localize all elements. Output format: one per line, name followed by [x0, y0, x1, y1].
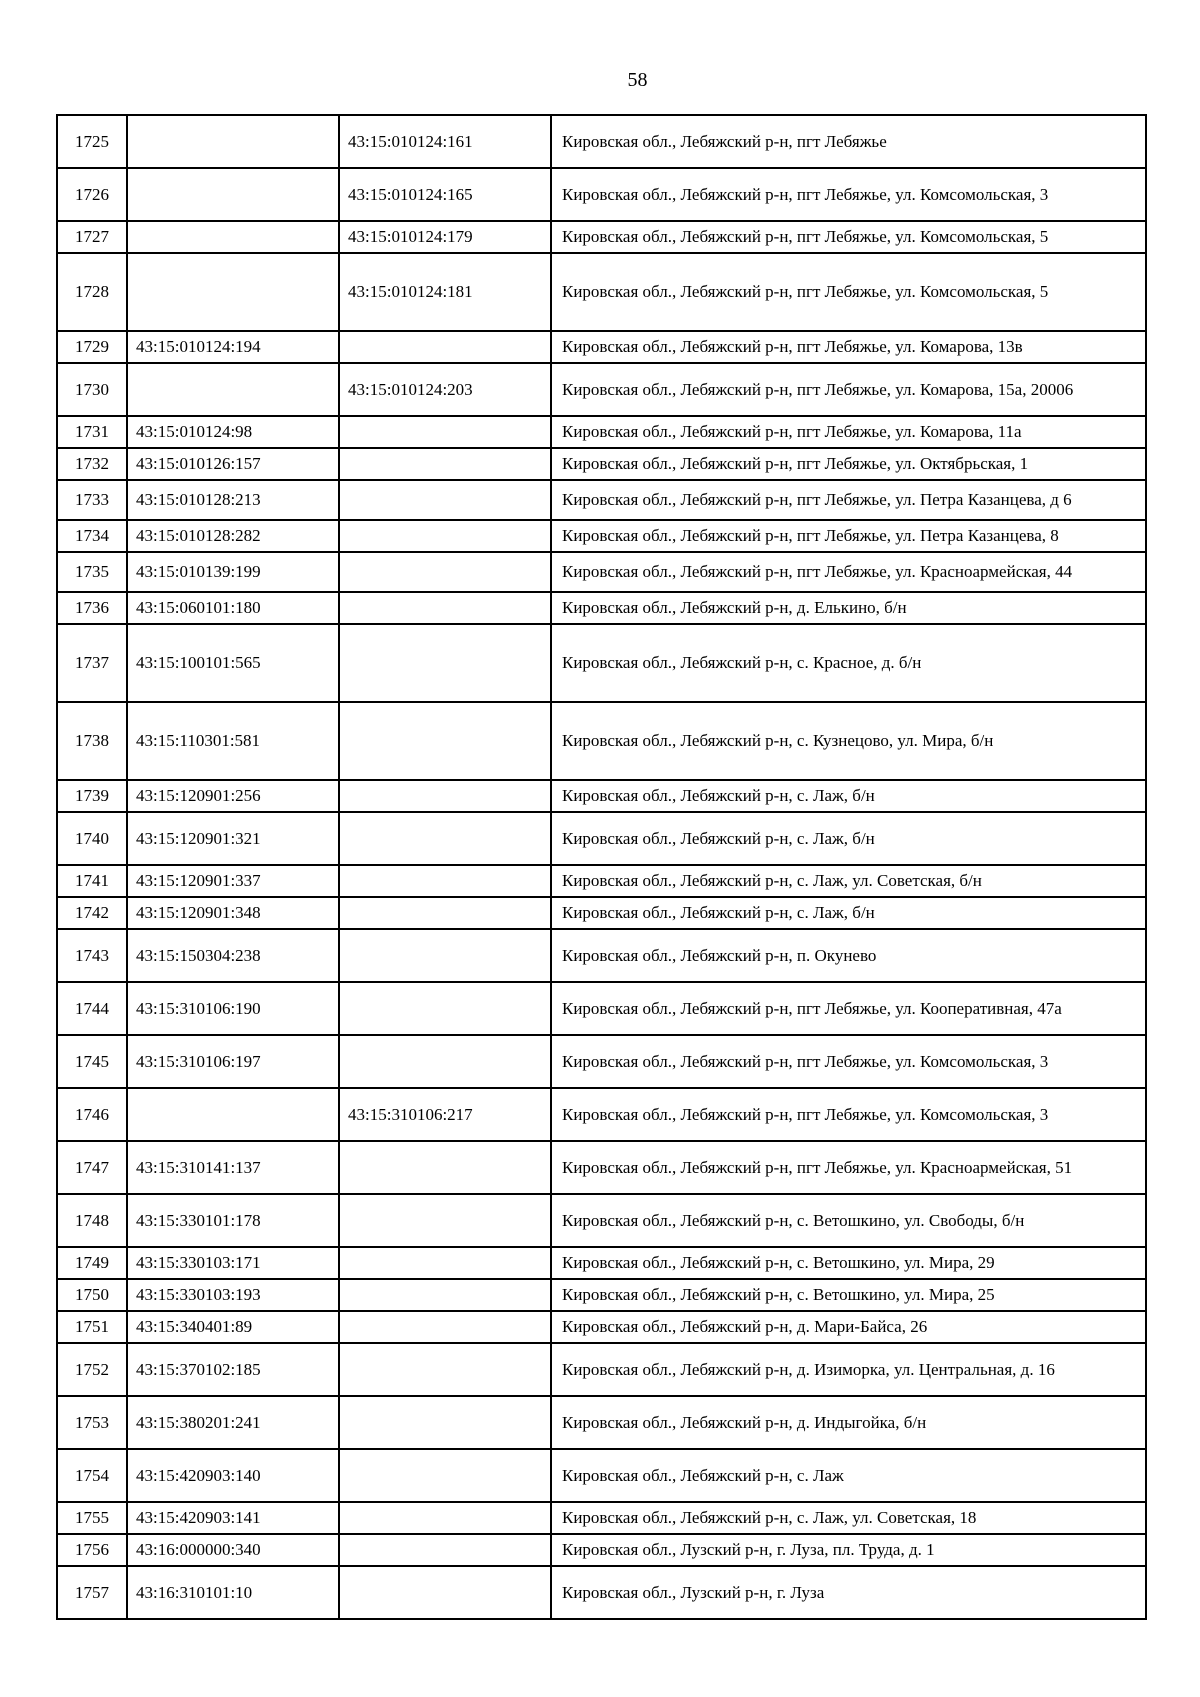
cell-cadastral-number: 43:15:010126:157 — [127, 448, 339, 480]
cell-cadastral-number: 43:15:310106:190 — [127, 982, 339, 1035]
cell-cadastral-number: 43:15:060101:180 — [127, 592, 339, 624]
cell-cadastral-number-2 — [339, 929, 551, 982]
table-row — [57, 624, 1146, 702]
cell-address: Кировская обл., Лузский р-н, г. Луза — [551, 1566, 1146, 1619]
cell-address: Кировская обл., Лебяжский р-н, с. Ветошкино, ул. Мира, 25 — [551, 1279, 1146, 1311]
cell-row-number: 1731 — [57, 416, 127, 448]
cell-cadastral-number-2 — [339, 812, 551, 865]
cell-address: Кировская обл., Лебяжский р-н, д. Изиморка, ул. Центральная, д. 16 — [551, 1343, 1146, 1396]
page-number: 58 — [627, 69, 648, 91]
cell-row-number: 1737 — [57, 624, 127, 702]
cell-row-number: 1726 — [57, 168, 127, 221]
cell-address: Кировская обл., Лебяжский р-н, пгт Лебяжье, ул. Комсомольская, 3 — [551, 1035, 1146, 1088]
cell-row-number: 1739 — [57, 780, 127, 812]
cell-cadastral-number-2 — [339, 1311, 551, 1343]
cell-address: Кировская обл., Лебяжский р-н, с. Лаж, б/н — [551, 812, 1146, 865]
cell-row-number: 1752 — [57, 1343, 127, 1396]
cell-row-number: 1754 — [57, 1449, 127, 1502]
cell-cadastral-number: 43:15:010128:282 — [127, 520, 339, 552]
table-row — [57, 1141, 1146, 1194]
table-row — [57, 1088, 1146, 1141]
cell-cadastral-number-2 — [339, 552, 551, 592]
cell-cadastral-number: 43:15:420903:140 — [127, 1449, 339, 1502]
cell-cadastral-number-2 — [339, 1141, 551, 1194]
cell-row-number: 1743 — [57, 929, 127, 982]
cell-cadastral-number — [127, 115, 339, 168]
cell-address: Кировская обл., Лебяжский р-н, пгт Лебяжье, ул. Красноармейская, 51 — [551, 1141, 1146, 1194]
cell-cadastral-number-2 — [339, 982, 551, 1035]
cell-row-number: 1742 — [57, 897, 127, 929]
table-row — [57, 1247, 1146, 1279]
cell-cadastral-number-2 — [339, 1194, 551, 1247]
table-row — [57, 1566, 1146, 1619]
cell-cadastral-number: 43:15:310141:137 — [127, 1141, 339, 1194]
cell-row-number: 1747 — [57, 1141, 127, 1194]
table-body — [57, 115, 1146, 1619]
table-row — [57, 1396, 1146, 1449]
cell-cadastral-number: 43:15:330103:193 — [127, 1279, 339, 1311]
table-row — [57, 115, 1146, 168]
cell-row-number: 1744 — [57, 982, 127, 1035]
cell-address: Кировская обл., Лебяжский р-н, п. Окунево — [551, 929, 1146, 982]
cell-address: Кировская обл., Лебяжский р-н, пгт Лебяжье, ул. Кооперативная, 47а — [551, 982, 1146, 1035]
cell-cadastral-number-2: 43:15:010124:179 — [339, 221, 551, 253]
cell-row-number: 1736 — [57, 592, 127, 624]
cell-cadastral-number-2: 43:15:010124:161 — [339, 115, 551, 168]
cell-row-number: 1755 — [57, 1502, 127, 1534]
cell-cadastral-number-2 — [339, 1035, 551, 1088]
cell-cadastral-number-2 — [339, 624, 551, 702]
cell-address: Кировская обл., Лузский р-н, г. Луза, пл. Труда, д. 1 — [551, 1534, 1146, 1566]
cell-address: Кировская обл., Лебяжский р-н, с. Лаж, б/н — [551, 897, 1146, 929]
cell-row-number: 1738 — [57, 702, 127, 780]
cell-row-number: 1733 — [57, 480, 127, 520]
cell-address: Кировская обл., Лебяжский р-н, с. Лаж, ул. Советская, 18 — [551, 1502, 1146, 1534]
cell-cadastral-number: 43:15:120901:256 — [127, 780, 339, 812]
property-table — [56, 114, 1147, 1620]
table-row — [57, 520, 1146, 552]
cell-cadastral-number — [127, 253, 339, 331]
cell-row-number: 1725 — [57, 115, 127, 168]
cell-row-number: 1750 — [57, 1279, 127, 1311]
cell-address: Кировская обл., Лебяжский р-н, пгт Лебяжье, ул. Красноармейская, 44 — [551, 552, 1146, 592]
cell-cadastral-number — [127, 221, 339, 253]
cell-address: Кировская обл., Лебяжский р-н, пгт Лебяжье — [551, 115, 1146, 168]
cell-row-number: 1748 — [57, 1194, 127, 1247]
table-row — [57, 363, 1146, 416]
cell-address: Кировская обл., Лебяжский р-н, пгт Лебяжье, ул. Комарова, 13в — [551, 331, 1146, 363]
cell-address: Кировская обл., Лебяжский р-н, с. Ветошкино, ул. Мира, 29 — [551, 1247, 1146, 1279]
cell-cadastral-number-2 — [339, 1279, 551, 1311]
cell-row-number: 1735 — [57, 552, 127, 592]
cell-cadastral-number: 43:15:120901:348 — [127, 897, 339, 929]
table-row — [57, 1502, 1146, 1534]
table-row — [57, 1311, 1146, 1343]
table-row — [57, 592, 1146, 624]
table-row — [57, 1194, 1146, 1247]
table-row — [57, 702, 1146, 780]
cell-address: Кировская обл., Лебяжский р-н, д. Индыгойка, б/н — [551, 1396, 1146, 1449]
cell-cadastral-number-2: 43:15:010124:165 — [339, 168, 551, 221]
cell-cadastral-number: 43:15:110301:581 — [127, 702, 339, 780]
table-row — [57, 865, 1146, 897]
cell-cadastral-number: 43:15:010128:213 — [127, 480, 339, 520]
table-row — [57, 982, 1146, 1035]
cell-cadastral-number-2 — [339, 1534, 551, 1566]
table-row — [57, 253, 1146, 331]
cell-row-number: 1753 — [57, 1396, 127, 1449]
cell-address: Кировская обл., Лебяжский р-н, пгт Лебяжье, ул. Комсомольская, 5 — [551, 253, 1146, 331]
table-row — [57, 780, 1146, 812]
cell-cadastral-number: 43:15:120901:321 — [127, 812, 339, 865]
cell-cadastral-number: 43:16:310101:10 — [127, 1566, 339, 1619]
cell-row-number: 1751 — [57, 1311, 127, 1343]
cell-address: Кировская обл., Лебяжский р-н, пгт Лебяжье, ул. Комсомольская, 5 — [551, 221, 1146, 253]
cell-row-number: 1749 — [57, 1247, 127, 1279]
table-row — [57, 168, 1146, 221]
cell-cadastral-number: 43:15:370102:185 — [127, 1343, 339, 1396]
table-row — [57, 1449, 1146, 1502]
cell-row-number: 1746 — [57, 1088, 127, 1141]
cell-cadastral-number-2 — [339, 1502, 551, 1534]
cell-cadastral-number: 43:15:340401:89 — [127, 1311, 339, 1343]
cell-cadastral-number-2 — [339, 592, 551, 624]
table-row — [57, 448, 1146, 480]
cell-cadastral-number-2 — [339, 480, 551, 520]
cell-address: Кировская обл., Лебяжский р-н, пгт Лебяжье, ул. Петра Казанцева, д 6 — [551, 480, 1146, 520]
cell-address: Кировская обл., Лебяжский р-н, пгт Лебяжье, ул. Октябрьская, 1 — [551, 448, 1146, 480]
cell-cadastral-number: 43:15:150304:238 — [127, 929, 339, 982]
cell-address: Кировская обл., Лебяжский р-н, с. Кузнецово, ул. Мира, б/н — [551, 702, 1146, 780]
cell-address: Кировская обл., Лебяжский р-н, с. Красное, д. б/н — [551, 624, 1146, 702]
cell-cadastral-number-2 — [339, 1343, 551, 1396]
cell-cadastral-number: 43:15:120901:337 — [127, 865, 339, 897]
cell-cadastral-number-2 — [339, 331, 551, 363]
cell-cadastral-number-2 — [339, 448, 551, 480]
cell-cadastral-number — [127, 363, 339, 416]
cell-address: Кировская обл., Лебяжский р-н, пгт Лебяжье, ул. Комсомольская, 3 — [551, 168, 1146, 221]
cell-cadastral-number — [127, 1088, 339, 1141]
cell-row-number: 1729 — [57, 331, 127, 363]
cell-address: Кировская обл., Лебяжский р-н, пгт Лебяжье, ул. Комарова, 11а — [551, 416, 1146, 448]
cell-cadastral-number-2 — [339, 1247, 551, 1279]
table-row — [57, 480, 1146, 520]
cell-address: Кировская обл., Лебяжский р-н, с. Лаж, б/н — [551, 780, 1146, 812]
cell-cadastral-number: 43:15:380201:241 — [127, 1396, 339, 1449]
cell-cadastral-number-2 — [339, 780, 551, 812]
cell-row-number: 1757 — [57, 1566, 127, 1619]
cell-address: Кировская обл., Лебяжский р-н, пгт Лебяжье, ул. Комарова, 15а, 20006 — [551, 363, 1146, 416]
cell-cadastral-number: 43:15:010124:194 — [127, 331, 339, 363]
cell-cadastral-number-2: 43:15:010124:203 — [339, 363, 551, 416]
cell-address: Кировская обл., Лебяжский р-н, пгт Лебяжье, ул. Комсомольская, 3 — [551, 1088, 1146, 1141]
table-row — [57, 929, 1146, 982]
table-row — [57, 416, 1146, 448]
cell-row-number: 1730 — [57, 363, 127, 416]
cell-address: Кировская обл., Лебяжский р-н, д. Елькино, б/н — [551, 592, 1146, 624]
cell-address: Кировская обл., Лебяжский р-н, с. Лаж, ул. Советская, б/н — [551, 865, 1146, 897]
cell-cadastral-number: 43:15:330103:171 — [127, 1247, 339, 1279]
cell-address: Кировская обл., Лебяжский р-н, с. Ветошкино, ул. Свободы, б/н — [551, 1194, 1146, 1247]
cell-cadastral-number — [127, 168, 339, 221]
cell-address: Кировская обл., Лебяжский р-н, д. Мари-Байса, 26 — [551, 1311, 1146, 1343]
cell-cadastral-number-2 — [339, 1396, 551, 1449]
cell-address: Кировская обл., Лебяжский р-н, пгт Лебяжье, ул. Петра Казанцева, 8 — [551, 520, 1146, 552]
cell-cadastral-number: 43:15:010139:199 — [127, 552, 339, 592]
cell-row-number: 1732 — [57, 448, 127, 480]
cell-row-number: 1740 — [57, 812, 127, 865]
cell-cadastral-number-2 — [339, 865, 551, 897]
table-row — [57, 1035, 1146, 1088]
table-row — [57, 221, 1146, 253]
cell-cadastral-number: 43:16:000000:340 — [127, 1534, 339, 1566]
cell-cadastral-number-2 — [339, 702, 551, 780]
cell-address: Кировская обл., Лебяжский р-н, с. Лаж — [551, 1449, 1146, 1502]
cell-cadastral-number-2: 43:15:010124:181 — [339, 253, 551, 331]
table-row — [57, 1279, 1146, 1311]
cell-cadastral-number-2: 43:15:310106:217 — [339, 1088, 551, 1141]
cell-cadastral-number-2 — [339, 416, 551, 448]
cell-cadastral-number: 43:15:100101:565 — [127, 624, 339, 702]
cell-cadastral-number: 43:15:420903:141 — [127, 1502, 339, 1534]
table-row — [57, 897, 1146, 929]
table-row — [57, 1534, 1146, 1566]
cell-row-number: 1741 — [57, 865, 127, 897]
cell-cadastral-number-2 — [339, 897, 551, 929]
cell-cadastral-number-2 — [339, 1566, 551, 1619]
cell-row-number: 1734 — [57, 520, 127, 552]
cell-row-number: 1745 — [57, 1035, 127, 1088]
table-row — [57, 812, 1146, 865]
cell-cadastral-number: 43:15:310106:197 — [127, 1035, 339, 1088]
cell-cadastral-number: 43:15:010124:98 — [127, 416, 339, 448]
table-row — [57, 331, 1146, 363]
cell-cadastral-number-2 — [339, 1449, 551, 1502]
cell-row-number: 1756 — [57, 1534, 127, 1566]
cell-cadastral-number: 43:15:330101:178 — [127, 1194, 339, 1247]
cell-row-number: 1727 — [57, 221, 127, 253]
table-row — [57, 552, 1146, 592]
cell-row-number: 1728 — [57, 253, 127, 331]
cell-cadastral-number-2 — [339, 520, 551, 552]
table-row — [57, 1343, 1146, 1396]
